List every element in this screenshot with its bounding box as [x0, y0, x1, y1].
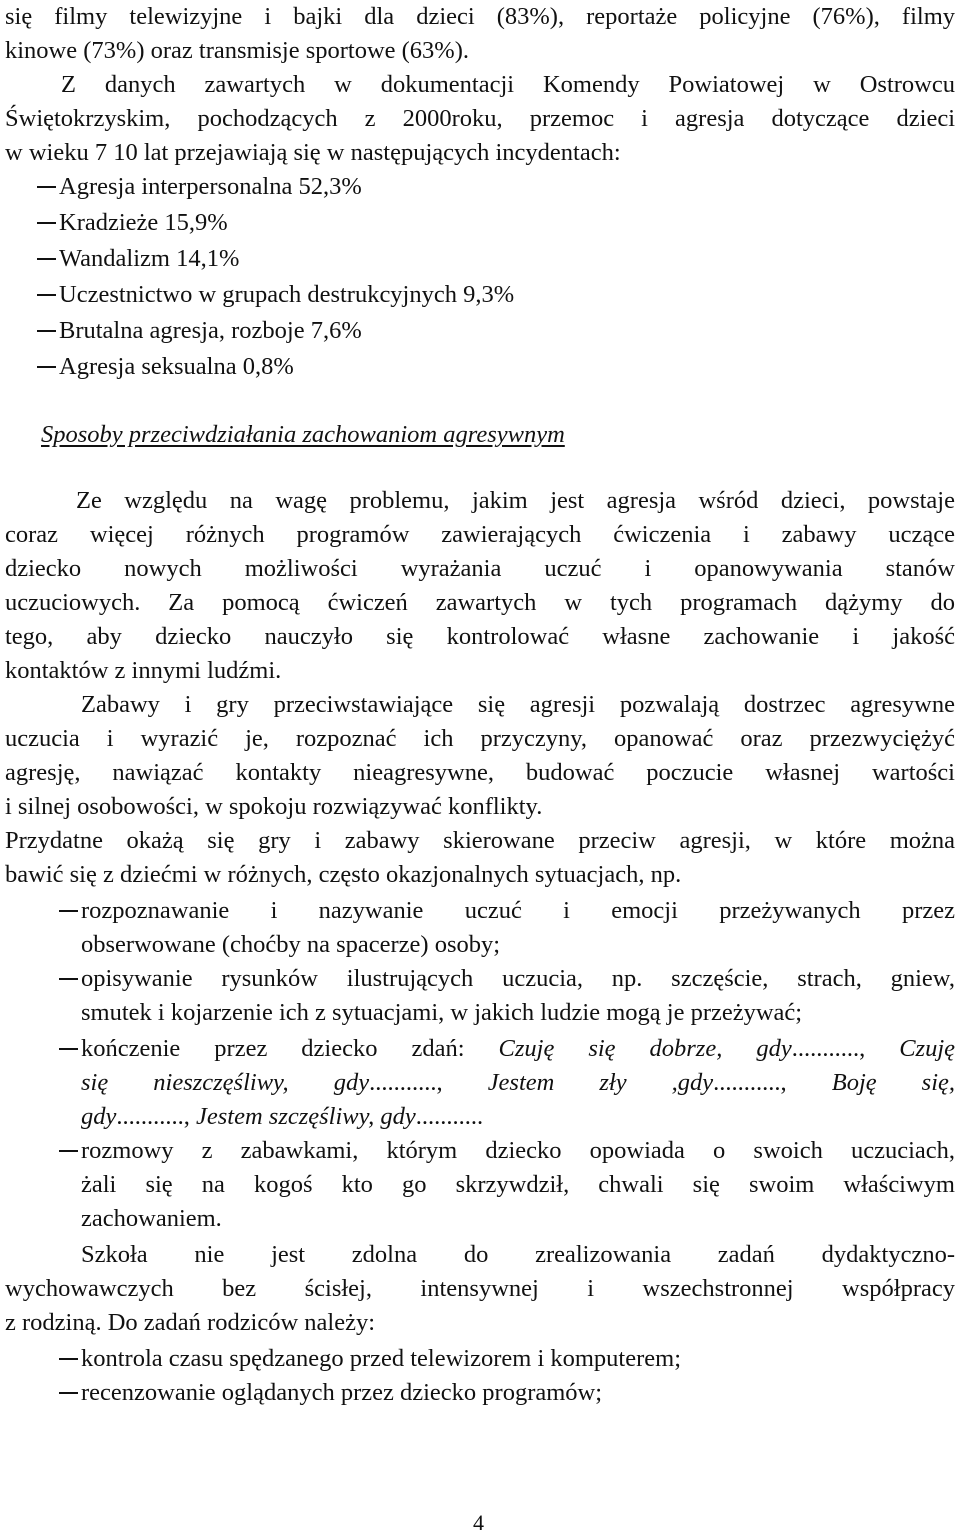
incident-item: Agresja seksualna 0,8% — [37, 350, 294, 384]
intro-line-4: Świętokrzyskim, pochodzących z 2000roku, przemoc i agresja dotyczące dzieci — [5, 105, 955, 132]
para4-line: z rodziną. Do zadań rodziców należy: — [5, 1309, 376, 1336]
dash-bullet — [37, 186, 56, 188]
para3-line: Przydatne okażą się gry i zabawy skierowane przeciw agresji, w które można — [5, 827, 955, 854]
incident-item: Agresja interpersonalna 52,3% — [37, 170, 362, 204]
duty-item: recenzowanie oglądanych przez dziecko programów; — [59, 1376, 602, 1410]
para1-line: Ze względu na wagę problemu, jakim jest agresja wśród dzieci, powstaje — [76, 487, 955, 514]
dash-bullet-row — [59, 894, 81, 928]
para1-line: kontaktów z innymi ludźmi. — [5, 657, 282, 684]
page-number: 4 — [473, 1510, 484, 1535]
para2-line: agresję, nawiązać kontakty nieagresywne, budować poczucie własnej wartości — [5, 759, 955, 786]
para2-line: Zabawy i gry przeciwstawiające się agresji pozwalają dostrzec agresywne — [81, 691, 955, 718]
game-item-2-line-2: smutek i kojarzenie ich z sytuacjami, w jakich ludzie mogą je przeżywać; — [81, 999, 803, 1026]
intro-line-2: kinowe (73%) oraz transmisje sportowe (63%). — [5, 37, 470, 64]
game-item-2-line-1: opisywanie rysunków ilustrujących uczucia, np. szczęście, strach, gniew, — [81, 965, 955, 992]
incident-item: Kradzieże 15,9% — [37, 206, 228, 240]
incident-item: Wandalizm 14,1% — [37, 242, 239, 276]
section-heading: Sposoby przeciwdziałania zachowaniom agresywnym — [41, 421, 565, 448]
game-item-3-line-2: się nieszczęśliwy, gdy..........., Jestem zły ,gdy..........., Boję się, — [81, 1069, 956, 1096]
para2-line: i silnej osobowości, w spokoju rozwiązywać konflikty. — [5, 793, 543, 820]
intro-line-3: Z danych zawartych w dokumentacji Komendy Powiatowej w Ostrowcu — [61, 71, 955, 98]
dash-bullet — [37, 222, 56, 224]
game-item-4-line-3: zachowaniem. — [81, 1205, 222, 1232]
incident-item: Uczestnictwo w grupach destrukcyjnych 9,3% — [37, 278, 514, 312]
dash-bullet-row — [59, 1032, 81, 1066]
para2-line: uczucia i wyrazić je, rozpoznać ich przyczyny, opanować oraz przezwyciężyć — [5, 725, 955, 752]
dash-bullet — [37, 294, 56, 296]
dash-bullet — [59, 1392, 78, 1394]
dash-bullet — [59, 978, 78, 980]
intro-line-5: w wieku 7 10 lat przejawiają się w następujących incydentach: — [5, 139, 621, 166]
para1-line: dziecko nowych możliwości wyrażania uczuć i opanowywania stanów — [5, 555, 955, 582]
dash-bullet — [37, 330, 56, 332]
duty-item: kontrola czasu spędzanego przed telewizorem i komputerem; — [59, 1342, 681, 1376]
dash-bullet — [59, 1358, 78, 1360]
para3-line: bawić się z dziećmi w różnych, często okazjonalnych sytuacjach, np. — [5, 861, 682, 888]
game-item-4-line-1: rozmowy z zabawkami, którym dziecko opowiada o swoich uczuciach, — [81, 1137, 955, 1164]
game-item-1-line-2: obserwowane (choćby na spacerze) osoby; — [81, 931, 501, 958]
dash-bullet-row — [59, 962, 81, 996]
para1-line: tego, aby dziecko nauczyło się kontrolować własne zachowanie i jakość — [5, 623, 955, 650]
game-item-3-line-1: kończenie przez dziecko zdań: Czuję się dobrze, gdy..........., Czuję — [81, 1035, 956, 1062]
para4-line: Szkoła nie jest zdolna do zrealizowania zadań dydaktyczno- — [81, 1241, 955, 1268]
dash-bullet — [37, 366, 56, 368]
incident-item: Brutalna agresja, rozboje 7,6% — [37, 314, 362, 348]
dash-bullet — [59, 910, 78, 912]
game-item-1-line-1: rozpoznawanie i nazywanie uczuć i emocji przeżywanych przez — [81, 897, 955, 924]
para1-line: coraz więcej różnych programów zawierających ćwiczenia i zabawy uczące — [5, 521, 955, 548]
intro-line-1: się filmy telewizyjne i bajki dla dzieci (83%), reportaże policyjne (76%), filmy — [5, 3, 955, 30]
dash-bullet — [37, 258, 56, 260]
para4-line: wychowawczych bez ścisłej, intensywnej i wszechstronnej współpracy — [5, 1275, 955, 1302]
game-item-3-line-3: gdy..........., Jestem szczęśliwy, gdy........... — [81, 1103, 484, 1130]
para1-line: uczuciowych. Za pomocą ćwiczeń zawartych w tych programach dążymy do — [5, 589, 955, 616]
dash-bullet — [59, 1048, 78, 1050]
game-item-4-line-2: żali się na kogoś kto go skrzywdził, chwali się swoim właściwym — [81, 1171, 955, 1198]
dash-bullet — [59, 1150, 78, 1152]
dash-bullet-row — [59, 1134, 81, 1168]
